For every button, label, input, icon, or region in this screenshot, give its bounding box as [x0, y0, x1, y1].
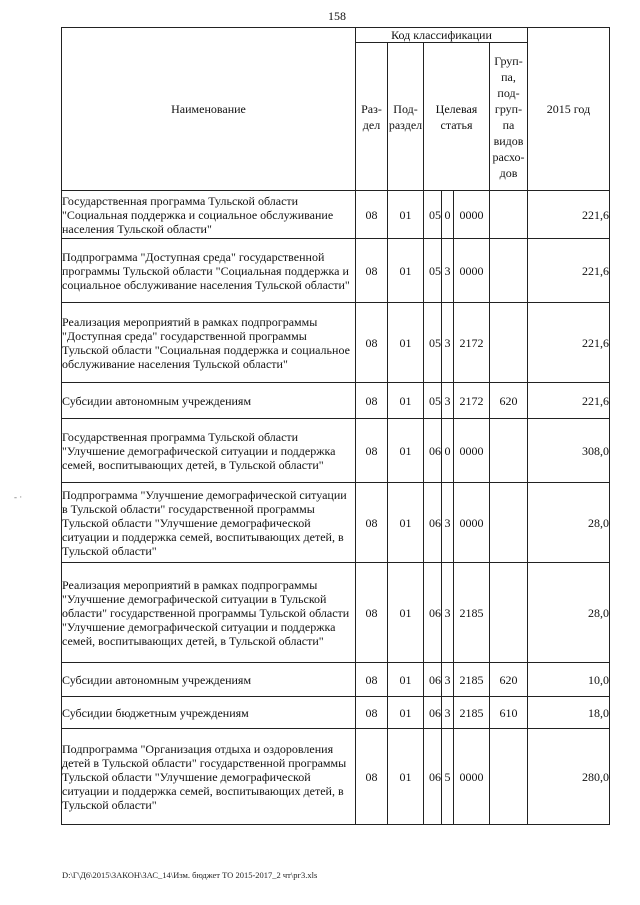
row-expense-group: 620 [490, 383, 528, 419]
row-name: Государственная программа Тульской области "Улучшение демографической ситуации и поддержка семей, воспитывающих детей, в Тульской области" [62, 419, 356, 483]
row-name: Субсидии автономным учреждениям [62, 663, 356, 697]
row-target-subprogram: 0 [442, 419, 454, 483]
row-target-subprogram: 3 [442, 303, 454, 383]
row-target-direction: 2172 [454, 383, 490, 419]
row-expense-group [490, 563, 528, 663]
row-expense-group [490, 303, 528, 383]
row-target-program: 05 [424, 303, 442, 383]
header-expense-type: Груп- па, под- груп- па видов расхо- дов [490, 43, 528, 191]
row-expense-group [490, 419, 528, 483]
row-target-direction: 0000 [454, 419, 490, 483]
table-row [62, 383, 610, 419]
row-target-subprogram: 3 [442, 663, 454, 697]
row-subsection: 01 [388, 663, 424, 697]
row-amount: 28,0 [528, 563, 610, 663]
row-target-program: 05 [424, 239, 442, 303]
row-expense-group: 610 [490, 697, 528, 729]
row-subsection: 01 [388, 239, 424, 303]
header-classification-code: Код классификации [356, 28, 528, 43]
row-amount: 308,0 [528, 419, 610, 483]
table-row [62, 303, 610, 383]
scan-speck: ‑ · [14, 492, 23, 502]
row-subsection: 01 [388, 419, 424, 483]
row-target-program: 06 [424, 697, 442, 729]
row-expense-group: 620 [490, 663, 528, 697]
row-section: 08 [356, 383, 388, 419]
row-section: 08 [356, 191, 388, 239]
table-row [62, 663, 610, 697]
row-target-subprogram: 5 [442, 729, 454, 825]
row-target-subprogram: 3 [442, 697, 454, 729]
row-name: Реализация мероприятий в рамках подпрограммы "Улучшение демографической ситуации в Тульской области" государственной программы Тульской области "Улучшение демографической ситуации и поддержка семей, воспитывающих детей, в Тульской области" [62, 563, 356, 663]
row-expense-group [490, 239, 528, 303]
row-target-program: 06 [424, 419, 442, 483]
header-section: Раз- дел [356, 43, 388, 191]
page-number: 158 [328, 9, 346, 23]
table-row [62, 191, 610, 239]
row-name: Субсидии автономным учреждениям [62, 383, 356, 419]
row-subsection: 01 [388, 697, 424, 729]
row-amount: 221,6 [528, 191, 610, 239]
row-target-subprogram: 3 [442, 383, 454, 419]
row-subsection: 01 [388, 191, 424, 239]
row-name: Государственная программа Тульской области "Социальная поддержка и социальное обслуживание населения Тульской области" [62, 191, 356, 239]
row-name: Подпрограмма "Доступная среда" государственной программы Тульской области "Социальная поддержка и социальное обслуживание населения Тульской области" [62, 239, 356, 303]
row-section: 08 [356, 563, 388, 663]
row-subsection: 01 [388, 729, 424, 825]
row-target-program: 06 [424, 483, 442, 563]
header-name: Наименование [62, 28, 356, 191]
row-target-direction: 2185 [454, 663, 490, 697]
footer-file-path: D:\Г\Д6\2015\ЗАКОН\ЗАС_14\Изм. бюджет ТО 2015-2017_2 чт\рг3.xls [62, 870, 318, 880]
row-target-subprogram: 3 [442, 483, 454, 563]
row-target-program: 06 [424, 729, 442, 825]
row-amount: 221,6 [528, 239, 610, 303]
row-expense-group [490, 483, 528, 563]
table-row [62, 729, 610, 825]
row-amount: 10,0 [528, 663, 610, 697]
row-target-direction: 2172 [454, 303, 490, 383]
row-subsection: 01 [388, 383, 424, 419]
row-target-direction: 0000 [454, 239, 490, 303]
header-target-article: Целевая статья [424, 43, 490, 191]
row-expense-group [490, 191, 528, 239]
row-amount: 221,6 [528, 383, 610, 419]
row-section: 08 [356, 483, 388, 563]
header-subsection: Под- раздел [388, 43, 424, 191]
row-name: Реализация мероприятий в рамках подпрограммы "Доступная среда" государственной программы Тульской области "Социальная поддержка и социальное обслуживание населения Тульской области" [62, 303, 356, 383]
row-target-subprogram: 3 [442, 563, 454, 663]
row-target-program: 06 [424, 663, 442, 697]
table-row [62, 419, 610, 483]
row-section: 08 [356, 303, 388, 383]
row-target-program: 06 [424, 563, 442, 663]
row-expense-group [490, 729, 528, 825]
row-target-subprogram: 3 [442, 239, 454, 303]
row-section: 08 [356, 239, 388, 303]
row-amount: 221,6 [528, 303, 610, 383]
row-subsection: 01 [388, 303, 424, 383]
row-target-direction: 0000 [454, 191, 490, 239]
row-section: 08 [356, 729, 388, 825]
table-row [62, 239, 610, 303]
header-year: 2015 год [528, 28, 610, 191]
row-target-direction: 0000 [454, 483, 490, 563]
row-section: 08 [356, 663, 388, 697]
row-name: Субсидии бюджетным учреждениям [62, 697, 356, 729]
row-target-direction: 2185 [454, 697, 490, 729]
row-amount: 280,0 [528, 729, 610, 825]
row-section: 08 [356, 697, 388, 729]
budget-table [61, 27, 610, 825]
row-subsection: 01 [388, 563, 424, 663]
row-target-program: 05 [424, 191, 442, 239]
row-name: Подпрограмма "Улучшение демографической ситуации в Тульской области" государственной программы Тульской области "Улучшение демографической ситуации и поддержка семей, воспитывающих детей, в Тульской области" [62, 483, 356, 563]
row-amount: 28,0 [528, 483, 610, 563]
row-subsection: 01 [388, 483, 424, 563]
row-target-direction: 2185 [454, 563, 490, 663]
row-target-program: 05 [424, 383, 442, 419]
row-section: 08 [356, 419, 388, 483]
table-row [62, 697, 610, 729]
row-target-direction: 0000 [454, 729, 490, 825]
table-row [62, 563, 610, 663]
row-amount: 18,0 [528, 697, 610, 729]
row-name: Подпрограмма "Организация отдыха и оздоровления детей в Тульской области" государственной программы Тульской области "Улучшение демографической ситуации и поддержка семей, воспитывающих детей, в Тульской области" [62, 729, 356, 825]
table-row [62, 483, 610, 563]
row-target-subprogram: 0 [442, 191, 454, 239]
